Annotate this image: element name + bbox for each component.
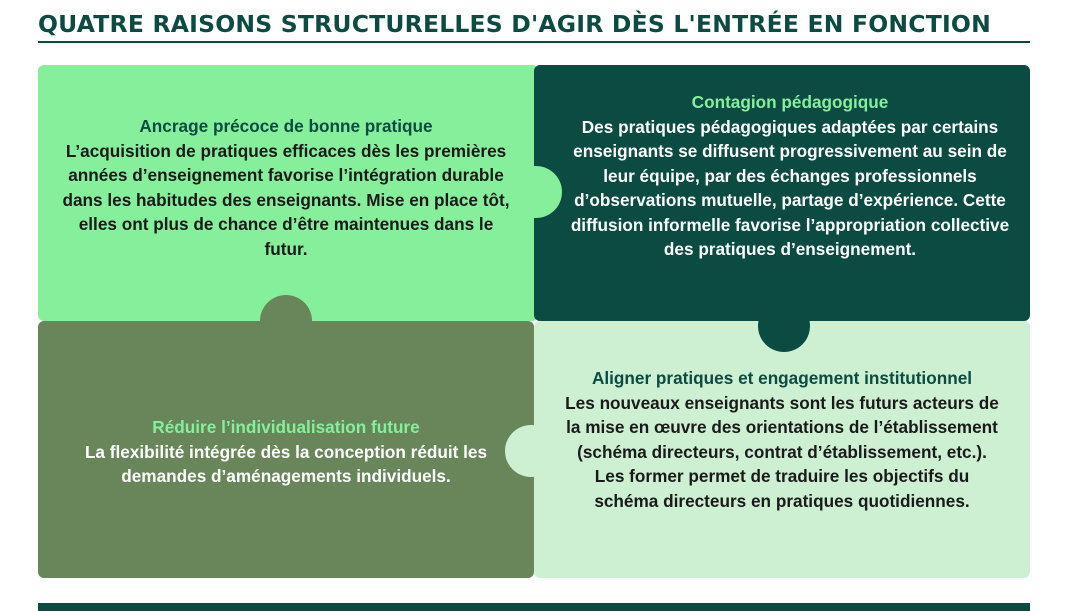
reason-block-individualisation [56, 415, 516, 489]
reason-heading: Réduire l’individualisation future [152, 417, 420, 437]
reason-block-contagion [570, 90, 1010, 262]
bottom-bar [38, 603, 1030, 611]
reason-body: La flexibilité intégrée dès la conception réduit les demandes d’aménagements individuels. [84, 441, 488, 486]
reason-heading: Contagion pédagogique [691, 92, 889, 112]
puzzle-tab-bottom-left-top [260, 295, 312, 347]
reason-block-ancrage [58, 114, 514, 261]
reason-block-aligner [562, 366, 1002, 513]
title-underline [38, 41, 1030, 43]
reason-heading: Aligner pratiques et engagement institutionnel [591, 368, 973, 388]
puzzle-tab-top-right-bottom [758, 300, 810, 352]
puzzle-tab-top-left-right [510, 166, 562, 218]
page-title: QUATRE RAISONS STRUCTURELLES D'AGIR DÈS L'ENTRÉE EN FONCTION [38, 10, 991, 38]
reason-body: Les nouveaux enseignants sont les futurs acteurs de la mise en œuvre des orientations de l’établissement (schéma directeurs, contrat d’établissement, etc.). Les former permet de traduire les objectifs du schéma directeurs en pratiques quotidiennes. [565, 392, 999, 511]
reason-heading: Ancrage précoce de bonne pratique [139, 116, 433, 136]
reason-body: Des pratiques pédagogiques adaptées par certains enseignants se diffusent progressivement au sein de leur équipe, par des échanges professionnels d’observations mutuelle, partage d’expérience. Cette diffusion informelle favorise l’appropriation collective des pratiques d’enseignement. [570, 116, 1010, 259]
reason-body: L’acquisition de pratiques efficaces dès les premières années d’enseignement favorise l’intégration durable dans les habitudes des enseignants. Mise en place tôt, elles ont plus de chance d’être maintenues dans le futur. [62, 140, 510, 259]
